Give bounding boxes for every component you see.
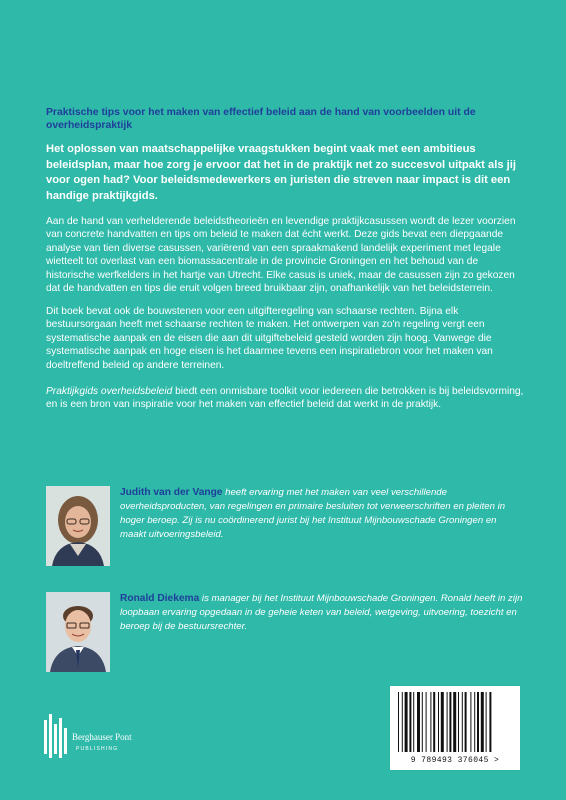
author-bio-text-judith: heeft ervaring met het maken van veel verschillende overheidsproducten, van regelingen en primaire besluiten tot verweerschriften en pleiten in hoger beroep. Zij is nu coördinerend jurist bij het Instituut Mijnbouwschade Groningen en maakt uitvoeringsbeleid. <box>120 487 506 540</box>
publisher-mark-icon <box>44 714 72 758</box>
author-bio-text-ronald: is manager bij het Instituut Mijnbouwschade Groningen. Ronald heeft in zijn loopbaan ervaring opgedaan in de geheie keten van beleid, wetgeving, uitvoering, toezicht en beroep bij de bestuursrechter. <box>120 593 523 632</box>
isbn-barcode <box>390 686 520 770</box>
author-photo-judith <box>46 486 110 566</box>
lead-paragraph: Het oplossen van maatschappelijke vraagstukken begint vaak met een ambitieus beleidsplan, maar hoe zorg je ervoor dat het in de praktijk net zo succesvol uitpakt als jij voor ogen had? Voor beleidsmedewerkers en juristen die streven naar impact is dit een handige praktijkgids. <box>46 143 517 202</box>
barcode-bars-icon <box>390 686 520 756</box>
book-title-italic: Praktijkgids overheidsbeleid <box>46 386 173 397</box>
author-bio-ronald <box>120 592 524 634</box>
body-paragraph-3 <box>46 385 524 412</box>
author-name-ronald: Ronald Diekema <box>120 593 200 604</box>
publisher-subtitle: PUBLISHING <box>76 746 119 752</box>
isbn-number: 9 789493 376045 > <box>410 756 500 765</box>
body-paragraph-1: Aan de hand van verhelderende beleidstheorieën en levendige praktijkcasussen wordt de lezer voorzien van concrete handvatten en tips om beleid te maken dat écht werkt. Deze gids bevat een diepgaande analyse van tien diverse casussen, variërend van een spraakmakend landelijk experiment met legale wietteelt tot overlast van een biomassacentrale in de provincie Groningen en het behoud van de historische werfkelders in het hartje van Utrecht. Elke casus is uniek, maar de casussen zijn zo gekozen dat de handvatten en tips die eruit volgen breed bruikbaar zijn, onafhankelijk van het beleidsterrein. <box>46 216 516 295</box>
author-photo-ronald <box>46 592 110 672</box>
publisher-logo <box>44 714 164 774</box>
author-name-judith: Judith van der Vange <box>120 487 223 498</box>
body-paragraph-3-text: biedt een onmisbare toolkit voor iedereen die betrokken is bij beleidsvorming, en is een bron van inspiratie voor het maken van effectief beleid dat werkt in de praktijk. <box>46 386 524 411</box>
publisher-name: Berghauser Pont <box>72 732 132 742</box>
body-paragraph-2: Dit boek bevat ook de bouwstenen voor een uitgifteregeling van schaarse rechten. Bijna elk bestuursorgaan heeft met schaarse rechten te maken. Het ontwerpen van zo'n regeling vergt een systematische aanpak en de eisen die aan dit uitgiftebeleid gesteld worden zijn hoog. Vanwege die systematische aanpak en hoge eisen is het daarmee tevens een inspiratiebron voor het maken van doeltreffend beleid op andere terreinen. <box>46 306 493 371</box>
author-ronald <box>46 592 524 672</box>
author-judith <box>46 486 524 566</box>
subtitle: Praktische tips voor het maken van effectief beleid aan de hand van voorbeelden uit de overheidspraktijk <box>46 107 476 131</box>
author-bio-judith <box>120 486 524 542</box>
